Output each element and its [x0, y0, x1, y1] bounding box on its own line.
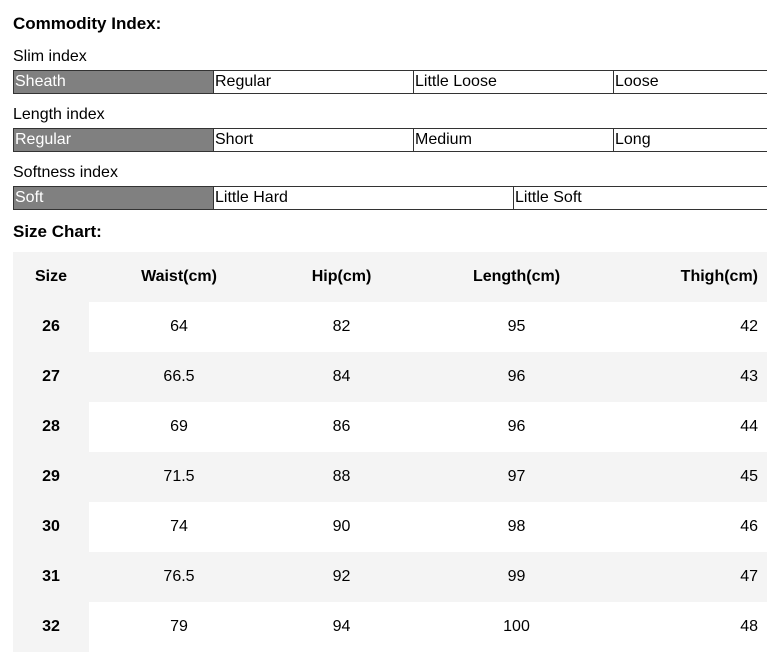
cell-waist: 66.5 [89, 352, 269, 402]
cell-size: 31 [13, 552, 89, 602]
table-row [13, 452, 767, 502]
cell-hip: 92 [269, 552, 414, 602]
slim-option-little-loose: Little Loose [413, 71, 613, 93]
header-size: Size [13, 252, 89, 302]
slim-index-row [13, 70, 767, 94]
cell-waist: 74 [89, 502, 269, 552]
cell-size: 28 [13, 402, 89, 452]
softness-index-row [13, 186, 767, 210]
cell-thigh: 44 [619, 402, 767, 452]
softness-option-little-soft: Little Soft [513, 187, 767, 209]
length-option-medium: Medium [413, 129, 613, 151]
header-waist: Waist(cm) [89, 252, 269, 302]
table-row [13, 402, 767, 452]
cell-thigh: 43 [619, 352, 767, 402]
table-row [13, 602, 767, 652]
length-index-row [13, 128, 767, 152]
cell-hip: 94 [269, 602, 414, 652]
table-row [13, 352, 767, 402]
header-hip: Hip(cm) [269, 252, 414, 302]
slim-index-label: Slim index [13, 48, 87, 65]
slim-option-sheath: Sheath [13, 71, 213, 93]
table-row [13, 552, 767, 602]
slim-option-regular: Regular [213, 71, 413, 93]
cell-hip: 82 [269, 302, 414, 352]
cell-length: 95 [414, 302, 619, 352]
table-row [13, 302, 767, 352]
length-option-long: Long [613, 129, 767, 151]
cell-waist: 76.5 [89, 552, 269, 602]
cell-length: 100 [414, 602, 619, 652]
size-chart-header-row [13, 252, 767, 302]
size-chart-heading: Size Chart: [13, 222, 102, 241]
size-chart-table [13, 252, 767, 652]
header-length: Length(cm) [414, 252, 619, 302]
cell-hip: 88 [269, 452, 414, 502]
cell-length: 96 [414, 402, 619, 452]
length-option-short: Short [213, 129, 413, 151]
cell-length: 97 [414, 452, 619, 502]
softness-option-little-hard: Little Hard [213, 187, 513, 209]
table-row [13, 502, 767, 552]
cell-size: 30 [13, 502, 89, 552]
cell-thigh: 48 [619, 602, 767, 652]
softness-index-label: Softness index [13, 164, 118, 181]
length-index-label: Length index [13, 106, 105, 123]
cell-length: 99 [414, 552, 619, 602]
cell-thigh: 42 [619, 302, 767, 352]
cell-thigh: 46 [619, 502, 767, 552]
cell-hip: 86 [269, 402, 414, 452]
softness-option-soft: Soft [13, 187, 213, 209]
cell-length: 98 [414, 502, 619, 552]
slim-option-loose: Loose [613, 71, 767, 93]
header-thigh: Thigh(cm) [619, 252, 767, 302]
cell-thigh: 47 [619, 552, 767, 602]
cell-size: 26 [13, 302, 89, 352]
cell-waist: 64 [89, 302, 269, 352]
cell-thigh: 45 [619, 452, 767, 502]
cell-waist: 71.5 [89, 452, 269, 502]
commodity-index-heading: Commodity Index: [13, 14, 162, 33]
cell-waist: 69 [89, 402, 269, 452]
cell-length: 96 [414, 352, 619, 402]
cell-size: 29 [13, 452, 89, 502]
length-option-regular: Regular [13, 129, 213, 151]
cell-waist: 79 [89, 602, 269, 652]
cell-size: 27 [13, 352, 89, 402]
cell-hip: 90 [269, 502, 414, 552]
size-chart-body [13, 302, 767, 652]
cell-size: 32 [13, 602, 89, 652]
cell-hip: 84 [269, 352, 414, 402]
